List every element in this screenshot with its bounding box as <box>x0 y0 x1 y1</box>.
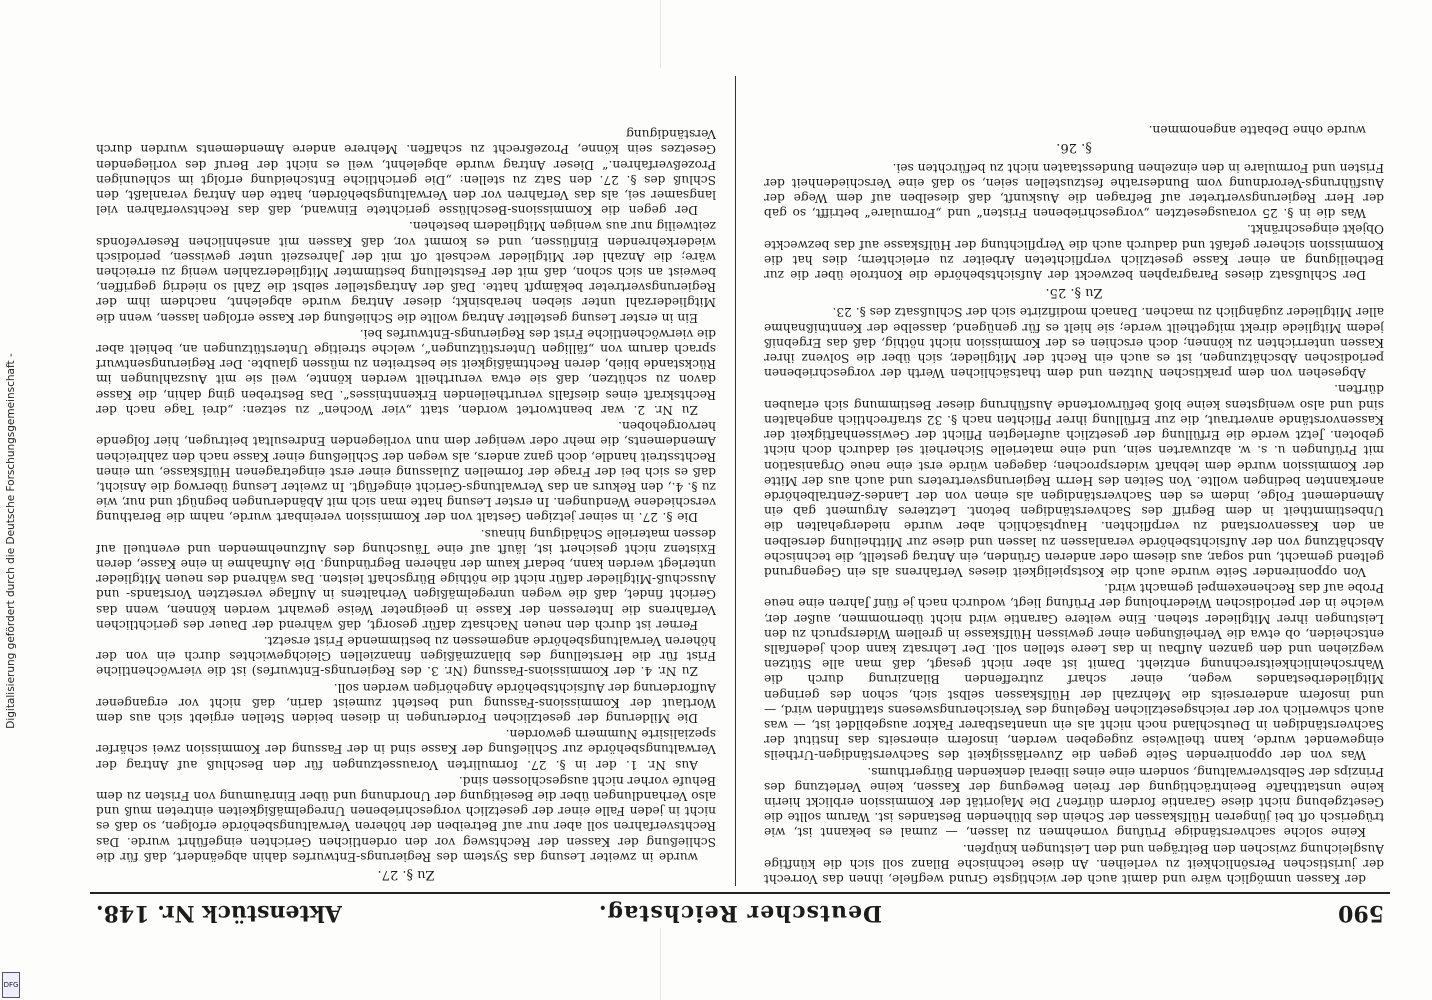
page-header <box>90 898 1390 928</box>
paragraph: Die Milderung der gesetzlichen Forderungen in diesen beiden Stellen ergiebt sich aus dem Wortlaut der Kommissions-Fassung und besteht zumeist darin, daß nicht vor ergangener Aufforderung der Aufsichtsbehörde Angehörigen werden soll. <box>96 680 716 725</box>
digitization-note-text: Digitalisierung gefördert durch die Deutsche Forschungsgemeinschaft - <box>5 353 17 729</box>
paragraph: Zu Nr. 4. der Kommissions-Fassung (Nr. 3. des Regierungs-Entwurfes) ist die vierwöchentliche Frist für die Herstellung des bilanzmäßigen finanziellen Gleichgewichtes durch ein von der höheren Verwaltungsbehörde angemessen zu bestimmende Frist ersetzt. <box>96 633 716 679</box>
paragraph: Keine solche sachverständige Prüfung vornehmen zu lassen, — zumal es bekannt ist, wie trügerisch oft bei jüngeren Hülfskassen der Schein des blühenden Bestandes ist. Warum sollte die Gesetzgebung nicht diese Garantie fordern dürfen? Die Majorität der Kommission erblickt hierin keine unstatthafte Beeinträchtigung der freien Bewegung der Kassen, keine Verletzung des Prinzips der Selbstverwaltung, sondern eine eines liberal denkenden Bürgerthums. <box>764 764 1384 840</box>
section-heading: §. 26. <box>1056 140 1092 156</box>
header-rule <box>90 892 1390 894</box>
digitization-note <box>4 80 18 1000</box>
page-title: Deutscher Reichstag. <box>597 900 883 926</box>
paragraph: der Kassen unmöglich wäre und damit auch der wichtigste Grund wegfiele, ihnen das Vorrecht der juristischen Persönlichkeit zu verleihen. An diese technische Bilanz soll sich die künftige Ausgleichung zwischen den Beiträgen und den Leistungen knüpfen. <box>764 841 1384 886</box>
paragraph: Aus Nr. 1. der in §. 27. formulirten Voraussetzungen für den Beschluß auf Antrag der Verwaltungsbehörde zur Schließung der Kasse sind in der Fassung der Kommission zwei schärfer spezialisirte Nummern geworden. <box>96 727 716 772</box>
paragraph: Was von der opponirenden Seite gegen die Zuverlässigkeit des Sachverständigen-Urtheils eingewendet wurde, kann theilweise zugegeben werden, insofern einerseits das Institut der Sachverständigen in Deutschland noch nicht als ein unantastbarer Faktor ausgebildet ist, — was auch schwerlich vor der reichsgesetzlichen Regelung des Versicherungswesens stattfinden wird, — und insofern andererseits die Mehrzahl der Hülfskassen selbst sich, schon des geringen Mitgliederbestandes wegen, einer scharf zutreffenden Bilanzirung durch die Wahrscheinlichkeitsrechnung entzieht. Damit ist aber nicht gesagt, daß man alle Stützen wegziehen und den ganzen Aufbau in das Leere stellen soll. Der Lehrsatz kann doch jedenfalls entscheiden, ob etwa die Verheißungen einer gewissen Hülfskasse in grellem Widerspruch zu den Leistungen ihrer Mitglieder stehen. Eine weitere Garantie wird nicht übernommen, außer der, welche in der periodischen Wiederholung der Prüfung liegt, wodurch nach je fünf Jahren eine neue Probe auf das Rechenexempel gemacht wird. <box>764 581 1384 763</box>
paragraph: Was die in §. 25 vorausgesetzten „vorgeschriebenen Fristen“ und „Formulare“ betrifft, so gab der Herr Regierungsvertreter auf Befragen die Auskunft, daß dieselben auf dem Wege der Ausführungs-Verordnung vom Bundesrathe festzustellen seien, so daß eine Verschiedenheit der Fristen und Formulare in den einzelnen Bundesstaaten nicht zu befürchten sei. <box>764 160 1384 221</box>
paragraph: Der Schlußsatz dieses Paragraphen bezweckt der Aufsichtsbehörde die Kontrole über die zur Betheiligung an einer Kasse gesetzlich verpflichteten Arbeiter zu erleichtern; dies hat die Kommission sicherer gefaßt und dadurch auch die Verpflichtung der Hülfskasse auf das bezweckte Objekt eingeschränkt. <box>764 222 1384 283</box>
paragraph: Ferner ist durch den neuen Nachsatz dafür gesorgt, daß während der Dauer des gerichtlichen Verfahrens die Interessen der Kasse in geeigneter Weise gewahrt werden können, wenn das Gericht findet, daß die wegen unregelmäßigen Verhaltens in Auflage versetzten Vorstands- und Ausschuß-Mitglieder dafür nicht die nöthige Bürgschaft leisten. Das während des neuen Mitglieder unterlegt werden kann, bedarf kaum der näheren Begründung. Die Aufnahme in eine Kasse, deren Existenz nicht gesichert ist, läuft auf eine Täuschung des Aufzunehmenden und eventuell auf dessen materielle Schädigung hinaus. <box>96 526 716 632</box>
scanned-page <box>90 68 1390 928</box>
paragraph: Die §. 27. in seiner jetzigen Gestalt von der Kommission vereinbart wurde, nahm die Berathung verschiedene Wendungen. In erster Lesung hatte man sich mit Abänderungen begnügt und nur, wie zu §. 4., den Rekurs an das Verwaltungs-Gericht eingefügt. In zweiter Lesung überwog die Ansicht, daß es sich bei der Frage der formellen Zulassung einer erst eingetragenen Hülfskasse, um einen Rechtsstreit handle, doch ganz anders, als wegen der Schließung einer Kasse nach den zahlreichen Amendements, die mehr oder weniger dem nun vorliegenden Endresultat beitrugen, hier folgende hervorgehoben. <box>96 419 716 525</box>
dfg-logo-text: DFG <box>3 981 19 989</box>
right-column <box>96 76 716 886</box>
section-heading: Zu §. 25. <box>1045 285 1103 301</box>
paragraph: Der gegen die Kommissions-Beschlüsse gerichtete Einwand, daß das Rechtsverfahren viel langsamer sei, als das Verfahren vor den Verwaltungsbehörden, hatte den Antrag veranlaßt, den Schluß des §. 27. den Satz zu stellen: „Die gerichtliche Entscheidung erfolgt im schleunigen Prozeßverfahren.“ Dieser Antrag wurde abgelehnt, weil es nicht der Beruf des vorliegenden Gesetzes sein könne, Prozeßrecht zu schaffen. Mehrere andere Amendements wurden durch Verständigung <box>96 127 716 218</box>
paragraph: Ein in erster Lesung gestellter Antrag wollte die Schließung der Kasse erfolgen lassen, wenn die Mitgliederzahl unter sieben herabsinkt; dieser Antrag wurde abgelehnt, nachdem ihm der Regierungsvertreter bekämpft hatte. Daß der Antragsteller selbst die Zahl so niedrig gegriffen, beweist an sich schon, daß mit der Feststellung bestimmter Mitgliederzahlen wenig zu erreichen wäre; die Anzahl der Mitglieder wechselt oft mit der Jahreszeit unter gewissen, periodisch wiederkehrenden Einflüssen, und es kommt vor, daß Kassen mit ansehnlichen Reservefonds zeitweilig nur aus wenigen Mitgliedern bestehen. <box>96 219 716 325</box>
left-column <box>764 76 1384 886</box>
document-number: Aktenstück Nr. 148. <box>96 900 342 926</box>
paragraph: wurde in zweiter Lesung das System des Regierungs-Entwurfes dahin abgeändert, daß für die Schließung der Kassen der Rechtsweg vor den ordentlichen Gerichten eingeführt wurde. Das Rechtsverfahren soll aber nur auf Betreiben der höheren Verwaltungsbehörde erfolgen, so daß es nicht in jeden Falle einer der gesetzlich vorgeschriebenen Unregelmäßigkeiten eintreten muß und also Verhandlungen über die Beseitigung der Unordnung und über Einräumung von Fristen zu dem Behufe vorher nicht ausgeschlossen sind. <box>96 773 716 864</box>
section-heading: Zu §. 27. <box>377 867 435 882</box>
paragraph: Zu Nr. 2. war beantwortet worden, statt „vier Wochen“ zu setzen: „drei Tage nach der Rechtskraft eines diesfalls verurtheilenden Erkenntnisses“. Das Bestreben ging dahin, die Kasse davon zu schützen, daß sie etwa verurtheilt werden könnte, weil sie mit Auszahlungen im Rückstande blieb, deren Rechtmäßigkeit sie bestreiten zu müssen glaubte. Der Regierungsentwurf sprach darum von „fälligen Unterstützungen“, welche streitige Unterstützungen an, behielt aber die vierwöchentliche Frist des Regierungs-Entwurfes bei. <box>96 326 716 417</box>
paragraph: wurde ohne Debatte angenommen. <box>1148 123 1366 138</box>
paragraph: Von opponirender Seite wurde auch die Kostspieligkeit dieses Verfahrens als ein Gegengrund geltend gemacht, und sogar, aus diesem oder anderen Gründen, ein Antrag gestellt, die technische Abschätzung von der Aufsichtsbehörde veranlassen zu lassen und diese zur Mittheilung derselben an den Kassenvorstand zu verpflichten. Hauptsächlich aber wurde niedergehalten die Unbestimmtheit in dem Begriff des Sachverständigen betont. Letzteres Argument gab ein Amendement Folge, indem es den Sachverständigen als einen von der Landes-Zentralbehörde anerkannten bedingen wollte. Von Seiten des Herrn Regierungsvertreters und auch aus der Mitte der Kommission wurde dem lebhaft widersprochen; dagegen würde erst eine neue Organisation mit Prüfungen u. s. w. abzuwarten sein, und eine materielle Sicherheit sei dadurch doch nicht geboten. Jetzt werde die Erfüllung der gesetzlich auferlegten Pflicht der Gewissenhaftigkeit der Kassenvorstände anvertraut, die zur Erfüllung ihrer Pflichten nach §. 32 strafrechtlich angehalten sind und also wenigstens keine bloß befürwortende Ausführung dieser Bestimmung sich erlauben dürften. <box>764 382 1384 579</box>
page-number: 590 <box>1338 900 1384 926</box>
paragraph: Abgesehen von dem praktischen Nutzen und dem thatsächlichen Werth der vorgeschriebenen periodischen Abschätzungen, ist es auch ein Recht der Mitglieder, sich über die Solvenz ihrer Kassen unterrichten zu können; doch erschien es der Kommission nicht nöthig, daß das Ergebniß jedem Mitgliede direkt mitgetheilt werde; sie hielt es für genügend, dasselbe der Kenntnißnahme aller Mitglieder zugänglich zu machen. Danach modifizirte sich der Schlußsatz des §. 23. <box>764 305 1384 381</box>
column-divider <box>735 76 736 886</box>
dfg-logo <box>2 972 20 998</box>
